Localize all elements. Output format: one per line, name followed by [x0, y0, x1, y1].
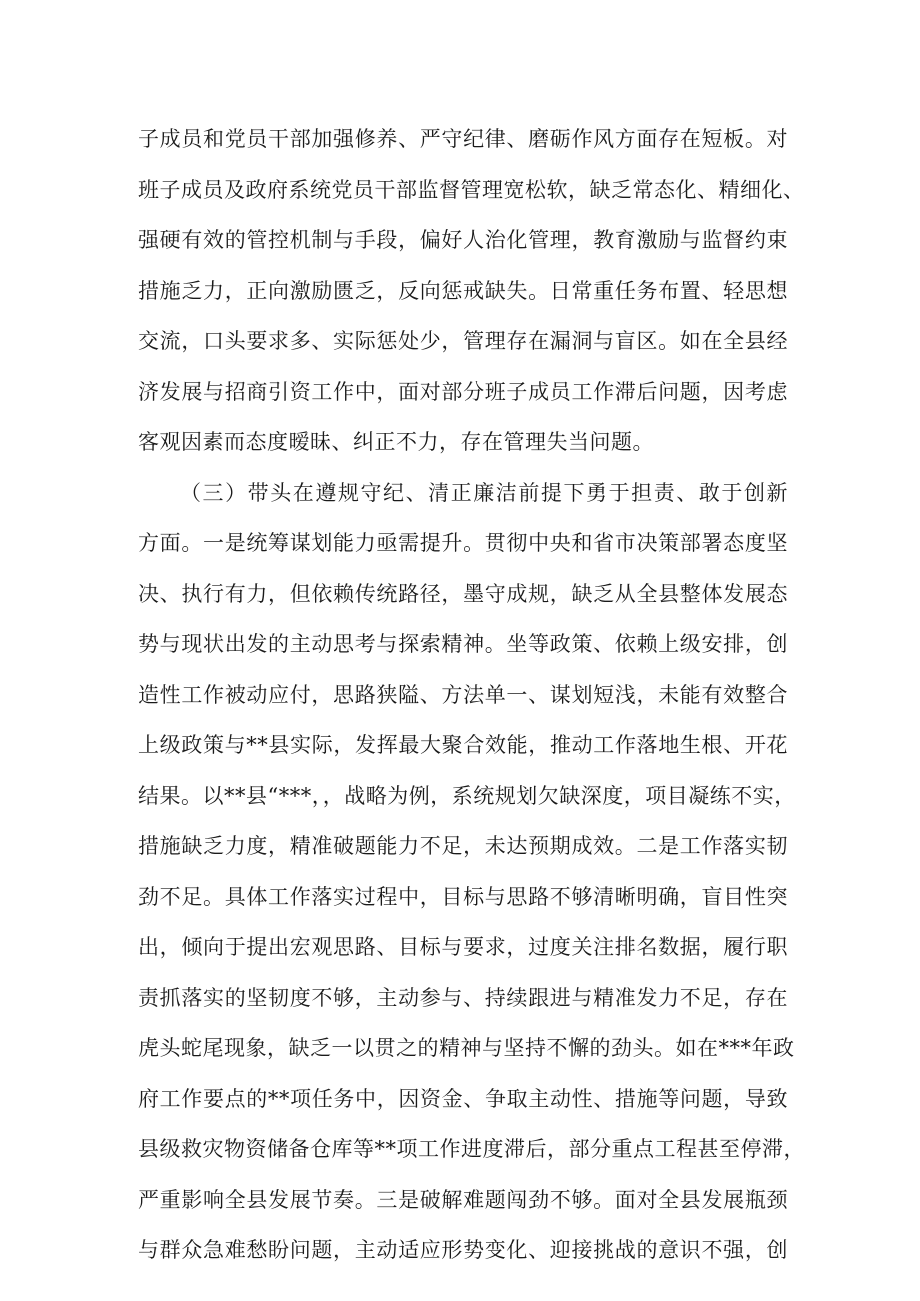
section-heading-line: （三）带头在遵规守纪、清正廉洁前提下勇于担责、敢于创新	[180, 480, 788, 505]
text-line: 劲不足。具体工作落实过程中，目标与思路不够清晰明确，盲目性突	[138, 884, 788, 909]
text-line: 势与现状出发的主动思考与探索精神。坐等政策、依赖上级安排，创	[138, 632, 788, 656]
body-text	[138, 114, 805, 1276]
text-line: 责抓落实的坚韧度不够，主动参与、持续跟进与精准发力不足，存在	[138, 985, 788, 1010]
text-line: 强硬有效的管控机制与手段，偏好人治化管理，教育激励与监督约束	[138, 228, 788, 252]
text-line: 交流，口头要求多、实际惩处少，管理存在漏洞与盲区。如在全县经	[138, 329, 788, 353]
text-line: 决、执行有力，但依赖传统路径，墨守成规，缺乏从全县整体发展态	[138, 581, 788, 606]
text-line: 方面。一是统筹谋划能力亟需提升。贯彻中央和省市决策部署态度坚	[138, 531, 788, 555]
text-line: 严重影响全县发展节奏。三是破解难题闯劲不够。面对全县发展瓶颈	[138, 1187, 788, 1212]
text-line: 与群众急难愁盼问题，主动适应形势变化、迎接挑战的意识不强，创	[138, 1238, 788, 1262]
text-line: 县级救灾物资储备仓库等**项工作进度滞后，部分重点工程甚至停滞，	[138, 1137, 805, 1161]
text-line: 出，倾向于提出宏观思路、目标与要求，过度关注排名数据，履行职	[138, 935, 788, 959]
text-line: 虎头蛇尾现象，缺乏一以贯之的精神与坚持不懈的劲头。如在***年政	[138, 1036, 795, 1060]
text-line: 济发展与招商引资工作中，面对部分班子成员工作滞后问题，因考虑	[138, 379, 788, 404]
text-line: 造性工作被动应付，思路狭隘、方法单一、谋划短浅，未能有效整合	[138, 682, 788, 707]
text-line: 措施乏力，正向激励匮乏，反向惩戒缺失。日常重任务布置、轻思想	[138, 278, 788, 303]
text-line: 府工作要点的**项任务中，因资金、争取主动性、措施等问题，导致	[138, 1086, 788, 1111]
text-line: 子成员和党员干部加强修养、严守纪律、磨砺作风方面存在短板。对	[138, 127, 788, 151]
text-line: 班子成员及政府系统党员干部监督管理宽松软，缺乏常态化、精细化、	[138, 177, 805, 202]
text-line: 结果。以**县“***，，战略为例，系统规划欠缺深度，项目凝练不实，	[138, 783, 796, 808]
text-line: 上级政策与**县实际，发挥最大聚合效能，推动工作落地生根、开花	[138, 733, 788, 757]
text-line: 客观因素而态度暧昧、纠正不力，存在管理失当问题。	[138, 430, 654, 454]
text-line: 措施缺乏力度，精准破题能力不足，未达预期成效。二是工作落实韧	[138, 834, 788, 858]
